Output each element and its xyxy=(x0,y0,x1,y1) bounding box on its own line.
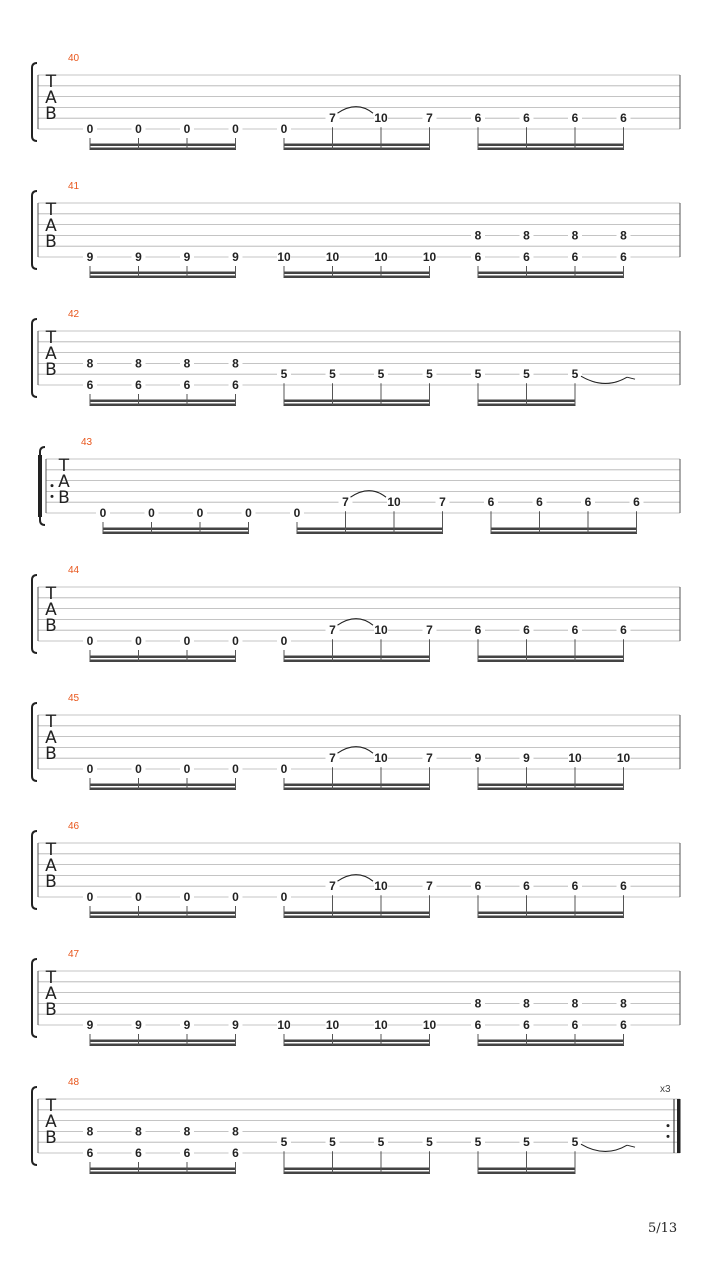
beam xyxy=(478,1044,625,1047)
tie-arc xyxy=(581,376,627,383)
beam xyxy=(478,660,625,663)
tie-tail xyxy=(627,377,635,379)
beam xyxy=(297,532,444,535)
tab-clef-letter: T xyxy=(45,584,57,604)
fret-number: 6 xyxy=(474,879,482,894)
tab-clef-letter: B xyxy=(45,1128,57,1148)
system-bracket xyxy=(32,319,37,397)
fret-number: 6 xyxy=(523,111,530,126)
fret-number: 6 xyxy=(536,495,543,510)
beam xyxy=(284,912,431,915)
page-number: 5/13 xyxy=(648,1221,678,1236)
beam xyxy=(284,784,431,787)
fret-number: 8 xyxy=(135,356,142,371)
tab-clef-letter: B xyxy=(45,232,57,252)
beam xyxy=(90,1172,237,1175)
beam xyxy=(90,404,237,407)
beam xyxy=(90,784,237,787)
fret-number: 5 xyxy=(329,1135,336,1150)
fret-number: 6 xyxy=(474,250,482,264)
fret-number: 0 xyxy=(183,634,191,648)
fret-number: 7 xyxy=(329,111,336,126)
fret-number: 0 xyxy=(280,122,288,136)
repeat-count: x3 xyxy=(660,1084,671,1095)
fret-number: 6 xyxy=(571,623,579,638)
fret-number: 0 xyxy=(86,122,94,136)
repeat-dot xyxy=(667,1135,670,1138)
beam xyxy=(284,400,431,403)
fret-number: 7 xyxy=(329,623,336,638)
tab-clef-letter: A xyxy=(58,472,70,492)
fret-number: 0 xyxy=(86,634,94,648)
fret-number: 9 xyxy=(523,751,530,766)
measure-number: 41 xyxy=(68,181,80,192)
fret-number: 10 xyxy=(568,751,582,766)
tab-clef-letter: B xyxy=(45,360,57,380)
fret-number: 7 xyxy=(439,495,446,510)
fret-number: 0 xyxy=(183,762,191,776)
fret-number: 10 xyxy=(374,879,388,894)
beam xyxy=(284,404,431,407)
fret-number: 6 xyxy=(183,1146,191,1160)
fret-number: 6 xyxy=(571,250,579,264)
fret-number: 8 xyxy=(620,996,627,1011)
fret-number: 5 xyxy=(523,367,530,382)
fret-number: 6 xyxy=(135,1146,142,1160)
tie-tail xyxy=(627,1145,635,1147)
measure-number: 40 xyxy=(68,53,80,64)
fret-number: 0 xyxy=(86,762,94,776)
beam xyxy=(297,528,444,531)
tab-clef-letter: T xyxy=(45,1096,57,1116)
fret-number: 8 xyxy=(232,1124,239,1139)
measure-number: 47 xyxy=(68,949,80,960)
fret-number: 6 xyxy=(620,623,627,638)
fret-number: 10 xyxy=(374,1018,388,1032)
beam xyxy=(90,1040,237,1043)
measure-43 xyxy=(38,437,680,534)
beam xyxy=(478,1040,625,1043)
fret-number: 8 xyxy=(571,996,579,1011)
fret-number: 7 xyxy=(426,879,433,894)
measure-46 xyxy=(32,821,680,918)
beam xyxy=(284,1168,431,1171)
beam xyxy=(90,916,237,919)
fret-number: 6 xyxy=(620,111,627,126)
fret-number: 6 xyxy=(523,250,530,264)
fret-number: 5 xyxy=(571,1135,579,1150)
fret-number: 8 xyxy=(183,1124,191,1139)
fret-number: 6 xyxy=(633,495,640,510)
beam xyxy=(90,1168,237,1171)
system-bracket xyxy=(32,575,37,653)
fret-number: 6 xyxy=(86,378,94,392)
fret-number: 10 xyxy=(277,250,291,264)
beam xyxy=(284,272,431,275)
fret-number: 8 xyxy=(232,356,239,371)
fret-number: 6 xyxy=(620,1018,627,1032)
fret-number: 10 xyxy=(374,751,388,766)
fret-number: 0 xyxy=(280,762,288,776)
beam xyxy=(90,1044,237,1047)
beam xyxy=(90,788,237,791)
beam xyxy=(284,788,431,791)
fret-number: 7 xyxy=(426,751,433,766)
fret-number: 0 xyxy=(135,122,142,136)
fret-number: 8 xyxy=(523,228,530,243)
fret-number: 9 xyxy=(86,1018,94,1032)
fret-number: 10 xyxy=(422,1018,437,1032)
tab-clef-letter: A xyxy=(45,856,57,876)
fret-number: 0 xyxy=(86,890,94,904)
beam xyxy=(103,528,250,531)
tab-clef-letter: A xyxy=(45,984,57,1004)
beam xyxy=(90,272,237,275)
beam xyxy=(90,656,237,659)
beam xyxy=(478,784,625,787)
measure-47 xyxy=(32,949,680,1046)
fret-number: 10 xyxy=(387,495,401,510)
fret-number: 10 xyxy=(374,250,388,264)
beam xyxy=(90,912,237,915)
fret-number: 6 xyxy=(183,378,191,392)
measure-41 xyxy=(32,181,680,278)
repeat-dot xyxy=(667,1124,670,1127)
beam xyxy=(284,656,431,659)
repeat-dot xyxy=(51,495,54,498)
fret-number: 8 xyxy=(183,356,191,371)
fret-number: 9 xyxy=(135,1018,142,1032)
fret-number: 0 xyxy=(232,122,239,136)
tab-clef-letter: T xyxy=(45,712,57,732)
beam xyxy=(478,144,625,147)
fret-number: 6 xyxy=(571,1018,579,1032)
fret-number: 6 xyxy=(571,111,579,126)
tab-clef-letter: B xyxy=(45,1000,57,1020)
tab-clef-letter: A xyxy=(45,728,57,748)
system-bracket xyxy=(32,831,37,909)
tab-clef-letter: A xyxy=(45,600,57,620)
fret-number: 6 xyxy=(86,1146,94,1160)
fret-number: 0 xyxy=(232,762,239,776)
fret-number: 0 xyxy=(293,506,301,520)
fret-number: 8 xyxy=(135,1124,142,1139)
fret-number: 5 xyxy=(377,367,385,382)
tab-clef-letter: A xyxy=(45,216,57,236)
fret-number: 5 xyxy=(426,1135,433,1150)
fret-number: 6 xyxy=(474,623,482,638)
beam xyxy=(478,656,625,659)
fret-number: 8 xyxy=(571,228,579,243)
fret-number: 5 xyxy=(474,1135,482,1150)
fret-number: 0 xyxy=(99,506,107,520)
fret-number: 10 xyxy=(325,1018,340,1032)
fret-number: 8 xyxy=(474,228,482,243)
measure-number: 42 xyxy=(68,309,80,320)
fret-number: 6 xyxy=(523,623,530,638)
fret-number: 8 xyxy=(620,228,627,243)
system-bracket xyxy=(32,703,37,781)
fret-number: 5 xyxy=(571,367,579,382)
beam xyxy=(478,272,625,275)
fret-number: 9 xyxy=(135,250,142,264)
beam xyxy=(284,660,431,663)
fret-number: 5 xyxy=(280,367,288,382)
beam xyxy=(284,1172,431,1175)
measure-40 xyxy=(32,53,680,150)
fret-number: 0 xyxy=(280,634,288,648)
fret-number: 0 xyxy=(232,634,239,648)
repeat-end-thick-bar xyxy=(677,1099,681,1153)
fret-number: 6 xyxy=(487,495,495,510)
fret-number: 9 xyxy=(232,1018,239,1032)
repeat-start-thick-bar xyxy=(38,455,42,517)
beam xyxy=(284,276,431,279)
fret-number: 5 xyxy=(377,1135,385,1150)
fret-number: 5 xyxy=(280,1135,288,1150)
beam xyxy=(90,144,237,147)
system-bracket xyxy=(32,1087,37,1165)
beam xyxy=(90,400,237,403)
fret-number: 9 xyxy=(232,250,239,264)
fret-number: 10 xyxy=(422,250,437,264)
fret-number: 8 xyxy=(474,996,482,1011)
beam xyxy=(478,788,625,791)
fret-number: 6 xyxy=(620,879,627,894)
fret-number: 6 xyxy=(474,111,482,126)
tab-clef-letter: B xyxy=(45,744,57,764)
tab-clef-letter: A xyxy=(45,88,57,108)
fret-number: 6 xyxy=(571,879,579,894)
fret-number: 6 xyxy=(584,495,592,510)
beam xyxy=(491,528,638,531)
fret-number: 9 xyxy=(183,1018,191,1032)
fret-number: 7 xyxy=(426,111,433,126)
fret-number: 8 xyxy=(86,1124,94,1139)
fret-number: 0 xyxy=(135,762,142,776)
fret-number: 7 xyxy=(426,623,433,638)
tab-clef-letter: T xyxy=(45,72,57,92)
fret-number: 0 xyxy=(135,634,142,648)
tab-clef-letter: B xyxy=(58,488,70,508)
fret-number: 0 xyxy=(280,890,288,904)
measure-45 xyxy=(32,693,680,790)
beam xyxy=(90,148,237,151)
fret-number: 10 xyxy=(616,751,631,766)
fret-number: 6 xyxy=(620,250,627,264)
beam xyxy=(491,532,638,535)
fret-number: 6 xyxy=(523,879,530,894)
repeat-dot xyxy=(51,484,54,487)
beam xyxy=(284,916,431,919)
fret-number: 7 xyxy=(329,751,336,766)
system-bracket xyxy=(32,191,37,269)
fret-number: 5 xyxy=(426,367,433,382)
measure-number: 48 xyxy=(68,1077,80,1088)
fret-number: 0 xyxy=(183,890,191,904)
fret-number: 9 xyxy=(474,751,482,766)
measure-number: 46 xyxy=(68,821,80,832)
fret-number: 0 xyxy=(148,506,155,520)
tab-clef-letter: B xyxy=(45,872,57,892)
system-bracket xyxy=(32,959,37,1037)
fret-number: 5 xyxy=(523,1135,530,1150)
measure-42 xyxy=(32,309,680,406)
fret-number: 6 xyxy=(474,1018,482,1032)
measure-number: 43 xyxy=(81,437,93,448)
tab-clef-letter: B xyxy=(45,104,57,124)
beam xyxy=(103,532,250,535)
fret-number: 10 xyxy=(374,111,388,126)
tab-clef-letter: T xyxy=(45,200,57,220)
fret-number: 5 xyxy=(474,367,482,382)
fret-number: 0 xyxy=(245,506,252,520)
fret-number: 10 xyxy=(277,1018,291,1032)
fret-number: 6 xyxy=(232,1146,239,1160)
tab-clef-letter: A xyxy=(45,344,57,364)
fret-number: 8 xyxy=(86,356,94,371)
tab-clef-letter: T xyxy=(58,456,70,476)
fret-number: 6 xyxy=(232,378,239,392)
beam xyxy=(478,916,625,919)
beam xyxy=(284,144,431,147)
beam xyxy=(90,660,237,663)
tab-clef-letter: T xyxy=(45,328,57,348)
tab-clef-letter: B xyxy=(45,616,57,636)
beam xyxy=(284,1040,431,1043)
fret-number: 10 xyxy=(325,250,340,264)
fret-number: 0 xyxy=(135,890,142,904)
beam xyxy=(478,148,625,151)
beam xyxy=(90,276,237,279)
fret-number: 0 xyxy=(183,122,191,136)
fret-number: 10 xyxy=(374,623,388,638)
measure-48 xyxy=(32,1077,681,1174)
fret-number: 7 xyxy=(342,495,349,510)
fret-number: 7 xyxy=(329,879,336,894)
tab-clef-letter: T xyxy=(45,968,57,988)
tab-clef-letter: T xyxy=(45,840,57,860)
fret-number: 9 xyxy=(183,250,191,264)
fret-number: 6 xyxy=(523,1018,530,1032)
fret-number: 9 xyxy=(86,250,94,264)
tab-clef-letter: A xyxy=(45,1112,57,1132)
fret-number: 0 xyxy=(232,890,239,904)
fret-number: 5 xyxy=(329,367,336,382)
measure-44 xyxy=(32,565,680,662)
tie-arc xyxy=(581,1144,627,1151)
fret-number: 8 xyxy=(523,996,530,1011)
fret-number: 6 xyxy=(135,378,142,392)
system-bracket xyxy=(32,63,37,141)
beam xyxy=(478,912,625,915)
measure-number: 44 xyxy=(68,565,80,576)
fret-number: 0 xyxy=(196,506,204,520)
measure-number: 45 xyxy=(68,693,80,704)
beam xyxy=(284,148,431,151)
beam xyxy=(284,1044,431,1047)
beam xyxy=(478,276,625,279)
